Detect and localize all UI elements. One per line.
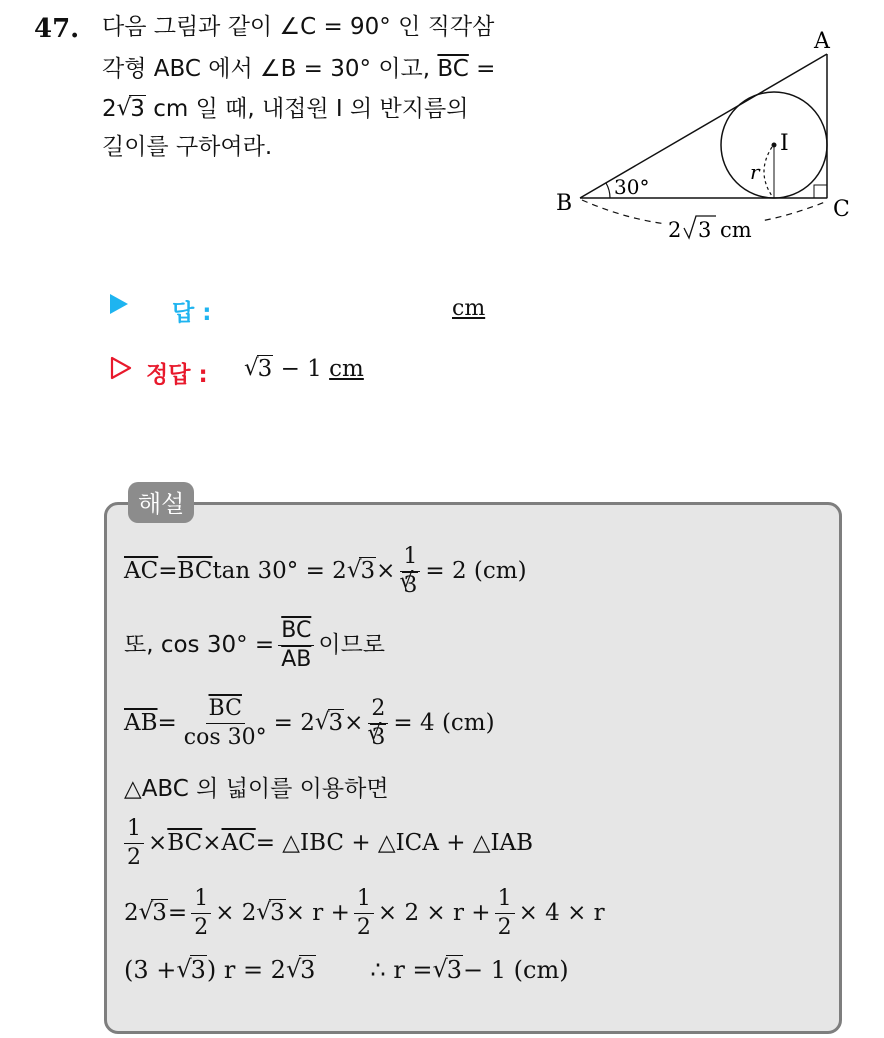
label-c: C xyxy=(833,197,850,222)
solution-line-3: $\overline{AB}$ = $\frac{\overline{BC}}{\cos 30^\circ}$ = 2 √ 3 × 2 √ 3 = 4 (cm) xyxy=(124,698,495,749)
angle-arc xyxy=(606,183,610,198)
label-base-2: 2 xyxy=(668,218,682,242)
right-angle-mark xyxy=(814,185,827,198)
correct-answer: √ 3 − 1 cm xyxy=(244,356,364,382)
label-i: I xyxy=(780,131,789,156)
sqrt-symbol: √ 3 xyxy=(117,98,146,121)
solution-line-4: △ABC 의 넓이를 이용하면 xyxy=(124,776,389,802)
solution-line-1: $\overline{AC}$ = $\overline{BC}$ tan 30° = 2 √ 3 × 1 √ 3 = 2 (cm) xyxy=(124,546,527,597)
triangle-figure xyxy=(550,22,870,252)
outline-play-icon xyxy=(110,356,132,380)
play-icon xyxy=(110,294,128,314)
problem-line-1: 다음 그림과 같이 ∠C = 90° 인 직각삼 xyxy=(102,14,495,40)
label-angle: 30° xyxy=(614,175,650,199)
solution-line-6: 2 √ 3 = $\frac{1}{2}$ × 2 √ 3 × r + $\frac{1}{2}$ × 2 × r + $\frac{1}{2}$ × 4 × r xyxy=(124,888,605,939)
correct-label: 정답 : xyxy=(146,362,208,388)
radius-brace xyxy=(764,147,772,196)
solution-line-2: 또, cos 30° = $\frac{\overline{BC}}{AB}$ 이므로 xyxy=(124,618,386,672)
problem-line-4: 길이를 구하여라. xyxy=(102,134,273,160)
label-a: A xyxy=(814,29,830,54)
answer-label: 답 : xyxy=(172,300,212,326)
solution-tag: 해설 xyxy=(128,482,194,523)
label-b: B xyxy=(556,191,573,216)
segment-bc: $\overline{BC}$ xyxy=(437,56,469,82)
problem-line-3: 2 √ 3 cm 일 때, 내접원 I 의 반지름의 xyxy=(102,98,468,121)
label-base-3: 3 xyxy=(698,218,712,242)
label-base-unit: cm xyxy=(720,218,752,242)
problem-number: 47. xyxy=(34,14,80,44)
solution-line-5: $\frac{1}{2}$ × $\overline{BC}$ × $\overline{AC}$ = △IBC + △ICA + △IAB xyxy=(124,818,533,869)
label-r: r xyxy=(750,160,760,184)
problem-line-2: 각형 ABC 에서 ∠B = 30° 이고, $\overline{BC}$ = xyxy=(102,56,496,82)
answer-unit: cm xyxy=(452,296,486,321)
solution-line-7: (3 + √ 3 ) r = 2 √ 3 ∴ r = √ 3 − 1 (cm) xyxy=(124,958,569,982)
